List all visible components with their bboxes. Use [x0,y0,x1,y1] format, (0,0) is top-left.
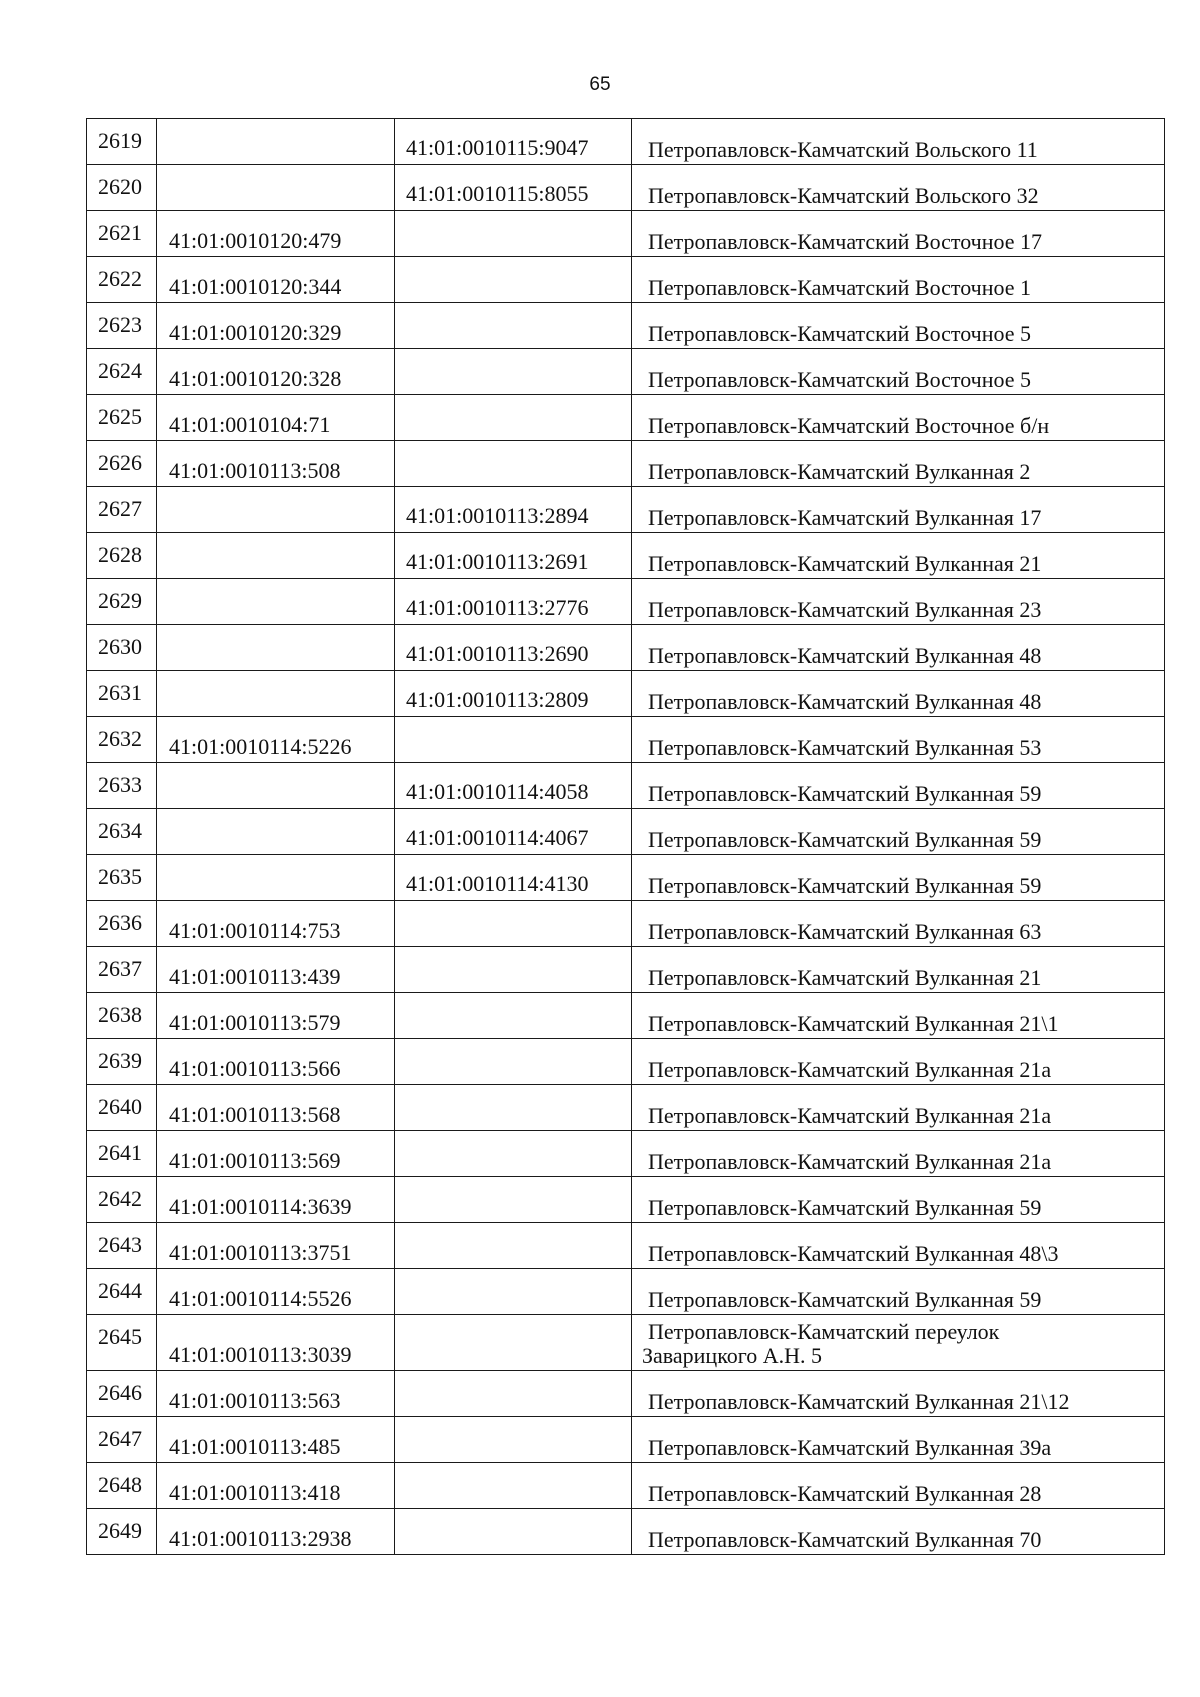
cadastral-number-building-cell [395,1463,632,1509]
address-cell [632,763,1165,809]
cadastral-number-building-cell [395,349,632,395]
address-text: Петропавловск-Камчатский Восточное 5 [648,367,1032,392]
table-row [87,1223,1165,1269]
address-text: Петропавловск-Камчатский Восточное б/н [648,413,1050,438]
row-number-cell: 2649 [87,1509,157,1555]
row-number-cell: 2633 [87,763,157,809]
cadastral-number-cell [157,625,395,671]
cadastral-number-cell [157,671,395,717]
cadastral-number-cell [157,487,395,533]
table-row [87,165,1165,211]
cadastral-number-cell: 41:01:0010114:5526 [157,1269,395,1315]
cadastral-number-building-cell [395,441,632,487]
address-text: Петропавловск-Камчатский Вулканная 70 [648,1527,1042,1552]
cadastral-number-building-cell [395,947,632,993]
row-number-cell: 2643 [87,1223,157,1269]
table-row [87,395,1165,441]
cadastral-number-cell [157,855,395,901]
cadastral-number-cell: 41:01:0010113:568 [157,1085,395,1131]
cadastral-number-cell: 41:01:0010113:3039 [157,1315,395,1371]
address-cell [632,1509,1165,1555]
address-cell [632,1177,1165,1223]
cadastral-number-building-cell [395,1039,632,1085]
address-text: Петропавловск-Камчатский Вулканная 21\1 [648,1011,1059,1036]
table-row [87,487,1165,533]
row-number-cell: 2620 [87,165,157,211]
address-cell [632,257,1165,303]
address-text: Петропавловск-Камчатский Вулканная 28 [648,1481,1042,1506]
cadastral-number-cell: 41:01:0010120:329 [157,303,395,349]
row-number-cell: 2636 [87,901,157,947]
table-row [87,303,1165,349]
cadastral-number-cell: 41:01:0010113:485 [157,1417,395,1463]
address-cell [632,1371,1165,1417]
cadastral-number-building-cell: 41:01:0010113:2894 [395,487,632,533]
table-row [87,579,1165,625]
cadastral-number-building-cell: 41:01:0010113:2809 [395,671,632,717]
cadastral-number-cell: 41:01:0010104:71 [157,395,395,441]
cadastral-number-cell [157,165,395,211]
address-cell [632,349,1165,395]
cadastral-number-building-cell [395,257,632,303]
table-row [87,901,1165,947]
cadastral-number-building-cell: 41:01:0010113:2690 [395,625,632,671]
row-number-cell: 2645 [87,1315,157,1371]
table-row [87,1085,1165,1131]
address-text: Петропавловск-Камчатский Вольского 32 [648,183,1039,208]
row-number-cell: 2647 [87,1417,157,1463]
address-text: Петропавловск-Камчатский Вулканная 59 [648,873,1042,898]
cadastral-number-building-cell: 41:01:0010114:4130 [395,855,632,901]
registry-table [86,118,1165,1555]
address-cell [632,855,1165,901]
address-cell [632,1085,1165,1131]
cadastral-number-building-cell [395,1223,632,1269]
address-text: Петропавловск-Камчатский Вулканная 63 [648,919,1042,944]
table-row [87,349,1165,395]
table-row [87,1039,1165,1085]
table-row [87,1371,1165,1417]
address-text: Петропавловск-Камчатский Вулканная 21 [648,965,1042,990]
cadastral-number-cell: 41:01:0010114:3639 [157,1177,395,1223]
row-number-cell: 2638 [87,993,157,1039]
address-text: Петропавловск-Камчатский Вулканная 2 [648,459,1031,484]
address-text: Петропавловск-Камчатский переулок [648,1319,1000,1344]
table-row [87,1131,1165,1177]
address-text: Петропавловск-Камчатский Вулканная 59 [648,1195,1042,1220]
address-text-continued: Заварицкого А.Н. 5 [642,1343,823,1368]
table-row [87,717,1165,763]
table-row [87,1315,1165,1371]
table-row [87,441,1165,487]
cadastral-number-cell: 41:01:0010113:3751 [157,1223,395,1269]
address-cell [632,1315,1165,1371]
row-number-cell: 2634 [87,809,157,855]
cadastral-number-building-cell [395,901,632,947]
address-cell [632,579,1165,625]
cadastral-number-building-cell: 41:01:0010113:2776 [395,579,632,625]
address-text: Петропавловск-Камчатский Вулканная 48 [648,643,1042,668]
address-cell [632,671,1165,717]
row-number-cell: 2641 [87,1131,157,1177]
address-text: Петропавловск-Камчатский Вулканная 21 [648,551,1042,576]
address-cell [632,1269,1165,1315]
table-row [87,855,1165,901]
address-text: Петропавловск-Камчатский Вулканная 17 [648,505,1042,530]
cadastral-number-building-cell [395,1131,632,1177]
cadastral-number-cell [157,809,395,855]
table-row [87,1269,1165,1315]
table-row [87,1417,1165,1463]
cadastral-number-building-cell [395,1417,632,1463]
address-text: Петропавловск-Камчатский Вулканная 21а [648,1057,1052,1082]
cadastral-number-cell: 41:01:0010120:328 [157,349,395,395]
address-text: Петропавловск-Камчатский Вулканная 59 [648,1287,1042,1312]
row-number-cell: 2619 [87,119,157,165]
table-row [87,993,1165,1039]
table-row [87,119,1165,165]
table-row [87,1509,1165,1555]
address-text: Петропавловск-Камчатский Восточное 1 [648,275,1032,300]
cadastral-number-building-cell [395,1315,632,1371]
cadastral-number-building-cell [395,1371,632,1417]
cadastral-number-cell: 41:01:0010113:563 [157,1371,395,1417]
row-number-cell: 2625 [87,395,157,441]
address-cell [632,1223,1165,1269]
cadastral-number-cell: 41:01:0010113:418 [157,1463,395,1509]
cadastral-number-cell: 41:01:0010114:5226 [157,717,395,763]
address-text: Петропавловск-Камчатский Вольского 11 [648,137,1038,162]
cadastral-number-building-cell [395,717,632,763]
address-text: Петропавловск-Камчатский Вулканная 48\3 [648,1241,1059,1266]
row-number-cell: 2623 [87,303,157,349]
row-number-cell: 2626 [87,441,157,487]
address-cell [632,1417,1165,1463]
table-row [87,671,1165,717]
row-number-cell: 2635 [87,855,157,901]
address-text: Петропавловск-Камчатский Вулканная 53 [648,735,1042,760]
row-number-cell: 2648 [87,1463,157,1509]
row-number-cell: 2622 [87,257,157,303]
cadastral-number-building-cell: 41:01:0010114:4058 [395,763,632,809]
address-cell [632,809,1165,855]
address-cell [632,211,1165,257]
registry-table-body [87,119,1165,1555]
table-row [87,947,1165,993]
table-row [87,763,1165,809]
page-number: 65 [589,74,611,95]
table-row [87,809,1165,855]
address-cell [632,487,1165,533]
address-text: Петропавловск-Камчатский Вулканная 48 [648,689,1042,714]
cadastral-number-building-cell [395,211,632,257]
cadastral-number-cell [157,533,395,579]
cadastral-number-building-cell: 41:01:0010115:9047 [395,119,632,165]
table-row [87,1177,1165,1223]
cadastral-number-building-cell [395,1269,632,1315]
row-number-cell: 2640 [87,1085,157,1131]
cadastral-number-cell: 41:01:0010113:566 [157,1039,395,1085]
row-number-cell: 2630 [87,625,157,671]
row-number-cell: 2644 [87,1269,157,1315]
cadastral-number-cell: 41:01:0010113:508 [157,441,395,487]
cadastral-number-building-cell [395,1177,632,1223]
address-cell [632,993,1165,1039]
cadastral-number-cell: 41:01:0010120:344 [157,257,395,303]
cadastral-number-cell: 41:01:0010114:753 [157,901,395,947]
address-text: Петропавловск-Камчатский Вулканная 59 [648,827,1042,852]
row-number-cell: 2627 [87,487,157,533]
address-cell [632,533,1165,579]
address-text: Петропавловск-Камчатский Вулканная 21а [648,1149,1052,1174]
row-number-cell: 2629 [87,579,157,625]
address-cell [632,441,1165,487]
cadastral-number-cell [157,119,395,165]
table-row [87,625,1165,671]
row-number-cell: 2642 [87,1177,157,1223]
address-cell [632,717,1165,763]
row-number-cell: 2646 [87,1371,157,1417]
address-text: Петропавловск-Камчатский Вулканная 23 [648,597,1042,622]
address-cell [632,1463,1165,1509]
address-cell [632,901,1165,947]
address-cell [632,303,1165,349]
address-cell [632,625,1165,671]
row-number-cell: 2639 [87,1039,157,1085]
address-cell [632,1039,1165,1085]
address-text: Петропавловск-Камчатский Вулканная 21а [648,1103,1052,1128]
cadastral-number-cell: 41:01:0010113:569 [157,1131,395,1177]
row-number-cell: 2624 [87,349,157,395]
table-row [87,257,1165,303]
cadastral-number-cell: 41:01:0010113:439 [157,947,395,993]
address-cell [632,1131,1165,1177]
row-number-cell: 2628 [87,533,157,579]
cadastral-number-cell: 41:01:0010113:2938 [157,1509,395,1555]
address-text: Петропавловск-Камчатский Вулканная 21\12 [648,1389,1070,1414]
address-text: Петропавловск-Камчатский Восточное 17 [648,229,1043,254]
cadastral-number-building-cell [395,303,632,349]
cadastral-number-building-cell [395,395,632,441]
row-number-cell: 2632 [87,717,157,763]
table-row [87,1463,1165,1509]
address-cell [632,395,1165,441]
row-number-cell: 2637 [87,947,157,993]
table-row [87,533,1165,579]
row-number-cell: 2621 [87,211,157,257]
address-text: Петропавловск-Камчатский Вулканная 39а [648,1435,1052,1460]
cadastral-number-cell [157,763,395,809]
table-row [87,211,1165,257]
address-text: Петропавловск-Камчатский Вулканная 59 [648,781,1042,806]
row-number-cell: 2631 [87,671,157,717]
cadastral-number-building-cell [395,993,632,1039]
address-cell [632,119,1165,165]
cadastral-number-cell [157,579,395,625]
cadastral-number-cell: 41:01:0010113:579 [157,993,395,1039]
cadastral-number-building-cell: 41:01:0010114:4067 [395,809,632,855]
cadastral-number-building-cell [395,1085,632,1131]
cadastral-number-building-cell: 41:01:0010115:8055 [395,165,632,211]
address-text: Петропавловск-Камчатский Восточное 5 [648,321,1032,346]
address-cell [632,947,1165,993]
cadastral-number-building-cell: 41:01:0010113:2691 [395,533,632,579]
cadastral-number-cell: 41:01:0010120:479 [157,211,395,257]
address-cell [632,165,1165,211]
cadastral-number-building-cell [395,1509,632,1555]
